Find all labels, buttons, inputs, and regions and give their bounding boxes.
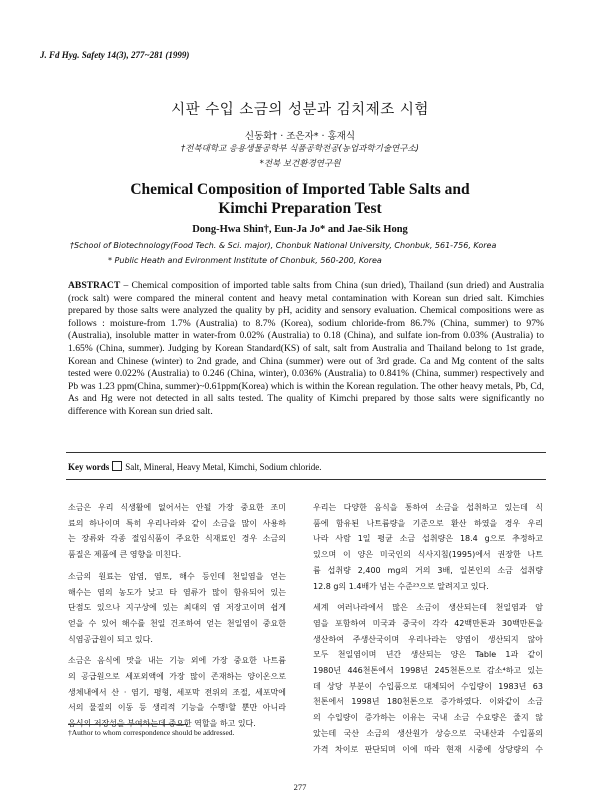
text-line: 의 공급원으로 세포외액에 가장 많이 존재하는 양이온으로 (68, 672, 286, 682)
abstract-label: ABSTRACT (68, 280, 121, 291)
abstract (68, 280, 544, 419)
text-line: 소금의 원료는 암염, 염토, 해수 등인데 천일염을 얻는 (68, 571, 286, 581)
text-line: 데 상당 부분이 수입품으로 대체되어 수입량이 1983년 63 (313, 681, 543, 691)
english-affiliation-1: †School of Biotechnology(Food Tech. & Sci. major), Chonbuk National University, Chonbuk, 561-756, Korea (70, 241, 497, 250)
text-line: 있으며 이 양은 미국인의 식사지침(1995)에서 권장한 나트 (313, 550, 543, 560)
text-line: 륨 섭취량 2,400 mg의 거의 3배, 일본인의 소금 섭취량 (313, 565, 543, 575)
text-line: 세계 여러나라에서 많은 소금이 생산되는데 천일염과 암 (313, 603, 543, 613)
english-title-line-1: Chemical Composition of Imported Table Salts and (130, 181, 470, 198)
text-line: 천톤에서 1998년 180천톤으로 증가하였다. 이와같이 소금 (313, 697, 543, 707)
body-right-paragraph-1 (313, 500, 543, 594)
english-authors: Dong-Hwa Shin†, Eun-Ja Jo* and Jae-Sik Hong (192, 224, 408, 235)
journal-citation: J. Fd Hyg. Safety 14(3), 277~281 (1999) (40, 50, 190, 60)
text-line: 해수는 염의 농도가 낮고 타 염류가 많이 함유되어 있는 (68, 587, 286, 597)
text-line: 품에 함유된 나트륨량을 기준으로 환산 하였을 경우 우리 (313, 518, 543, 528)
text-line: 서의 물질의 이동 등 생리적 기능을 수행¹할 뿐만 아니라 (68, 703, 286, 713)
text-line: 나라 사람 1일 평균 소금 섭취량은 18.4 g으로 추정하고 (313, 534, 543, 544)
text-line: 얻을 수 있어 해수를 천일 건조하여 얻는 천일염이 중요한 (68, 618, 286, 628)
text-line: 음식의 저장성을 부여하는데 중요한 역할을 하고 있다. (68, 719, 256, 729)
english-title (0, 180, 600, 218)
text-line: 료의 하나이며 특히 우리나라와 같이 소금을 많이 사용하 (68, 518, 286, 528)
body-left-paragraph-3 (68, 653, 286, 732)
korean-affiliation-2: *전북 보건환경연구원 (259, 159, 341, 169)
text-line: 의 수입량이 증가하는 이유는 국내 소금 수요량은 줄지 않 (313, 713, 543, 723)
text-line: 12.8 g의 1.4배가 넘는 수준²³으로 알려지고 있다. (313, 581, 489, 591)
body-right-paragraph-2 (313, 600, 543, 757)
text-line: 는 장류와 각종 절임식품이 주요한 식재료인 경우 소금의 (68, 534, 286, 544)
english-affiliation-2: * Public Heath and Evironment Institute of Chonbuk, 560-200, Korea (108, 256, 382, 265)
text-line: 모두 천일염이며 년간 생산되는 양은 Table 1과 같이 (313, 650, 543, 660)
footnote: †Author to whom correspondence should be addressed. (68, 728, 235, 737)
text-line: 염을 포함하여 미국과 중국이 각각 42백만톤과 30백만톤을 (313, 618, 543, 628)
body-right-column (313, 500, 543, 757)
text-line: 품질은 제품에 큰 영향을 미친다. (68, 550, 182, 560)
keywords-top-rule (66, 452, 546, 453)
english-title-line-2: Kimchi Preparation Test (218, 200, 382, 217)
text-line: 생산하여 주생산국이며 우리나라는 양염이 생산되지 않아 (313, 634, 543, 644)
text-line: 가격 차이로 판단되며 이에 따라 현재 시중에 상당량의 수 (313, 744, 543, 754)
keywords-label: Key words (68, 462, 110, 472)
text-line: 단점도 있으나 지구상에 있는 최대의 염 저장고이며 쉽게 (68, 603, 286, 613)
korean-authors: 신동화† · 조은자* · 홍재식 (244, 131, 356, 142)
text-line: 우리는 다양한 음식을 통하여 소금을 섭취하고 있는데 식 (313, 503, 543, 512)
korean-affiliation-1: †전북대학교 응용생물공학부 식품공학전공(농업과학기술연구소) (181, 144, 419, 154)
text-line: 소금은 우리 식생활에 없어서는 안될 가장 중요한 조미 (68, 503, 286, 512)
text-line: 았는데 국산 소금의 생산원가 상승으로 국내산과 수입품의 (313, 728, 543, 738)
body-left-column (68, 500, 286, 732)
keywords-bottom-rule (66, 479, 546, 480)
footnote-rule (68, 724, 188, 725)
checkbox-icon (112, 461, 122, 471)
text-line: 생체내에서 산 · 염기, 평형, 세포막 전위의 조절, 세포막에 (68, 687, 286, 697)
keywords-text: Salt, Mineral, Heavy Metal, Kimchi, Sodium chloride. (125, 462, 322, 472)
body-left-paragraph-2 (68, 569, 286, 648)
page-number: 277 (293, 782, 307, 792)
korean-title: 시판 수입 소금의 성분과 김치제조 시험 (171, 102, 429, 118)
text-line: 식염공급원이 되고 있다. (68, 634, 153, 644)
text-line: 소금은 음식에 맛을 내는 기능 외에 가장 중요한 나트륨 (68, 656, 286, 666)
text-line: 1980년 446천톤에서 1998년 245천톤으로 감소⁴하고 있는 (313, 666, 543, 676)
body-left-paragraph-1 (68, 500, 286, 563)
keywords (68, 461, 321, 472)
abstract-text: – Chemical composition of imported table salts from China (sun dried), Thailand (sun dried) and Australia (rock salt) were compared the mineral content and heavy metal contamination with Korean sun dried salt. Kimchies prepared by those salts were analyzed the quality by pH, acidity and sensory evaluation. Chemical compositions were as follows : moisture-from 1.7% (Australia) to 8.7% (Korea), sodium chloride-from 86.7% (China, summer) to 97% (Australia), insoluble matter in water-from 0.02% (Australia) to 0.18 (China), and sulfate ion-from 0.03% (Australia) to 1.65% (China, summer). Judging by Korean Standard(KS) of salt, salt from Australia and Thailand belong to 1st grade, Korean and Chinese (winter) to 2nd grade, and China (summer) were out of 3rd grade. Ca and Mg content of the salts tested were 0.022% (Australia) to 0.246 (China, winter), 0.036% (Australia) to 0.841% (China, summer) respectively and Pb was 1.23 ppm(China, summer)~0.61ppm(Korea) which is within the Korean regulation. The other heavy metals, Pb, Cd, As and Hg were not detected in all salts tested. The quality of Kimchi prepared by those salts were significantly no difference with Korean sun dried salt. (68, 280, 544, 417)
